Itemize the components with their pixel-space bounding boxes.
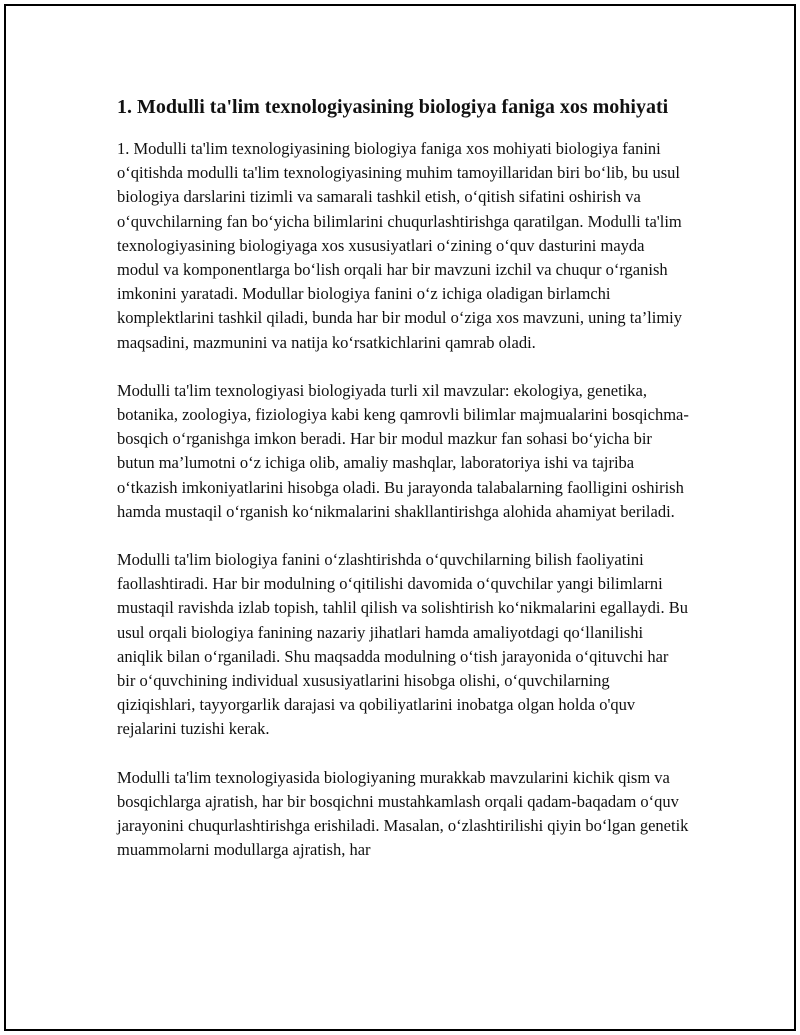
paragraph-2: Modulli ta'lim texnologiyasi biologiyada turli xil mavzular: ekologiya, genetika, botanika, zoologiya, fiziologiya kabi keng qamrovli bilimlar majmualarini bosqichma-bosqich o‘rganishga imkon beradi. Har bir modul mazkur fan sohasi bo‘yicha bir butun ma’lumotni o‘z ichiga olib, amaliy mashqlar, laboratoriya ishi va tajriba o‘tkazish imkoniyatlarini hisobga oladi. Bu jarayonda talabalarning faolligini oshirish hamda mustaqil o‘rganish ko‘nikmalarini shakllantirishga alohida ahamiyat beriladi.: [117, 380, 689, 521]
document-body: [117, 94, 689, 886]
section-heading: 1. Modulli ta'lim texnologiyasining biologiya faniga xos mohiyati: [117, 96, 669, 118]
paragraph-4: Modulli ta'lim texnologiyasida biologiyaning murakkab mavzularini kichik qism va bosqichlarga ajratish, har bir bosqichni mustahkamlash orqali qadam-baqadam o‘quv jarayonini chuqurlashtirishga erishiladi. Masalan, o‘zlashtirilishi qiyin bo‘lgan genetik muammolarni modullarga ajratish, har: [117, 767, 689, 860]
paragraph-3: Modulli ta'lim biologiya fanini o‘zlashtirishda o‘quvchilarning bilish faoliyatini faollashtiradi. Har bir modulning o‘qitilishi davomida o‘quvchilar yangi bilimlarni mustaqil ravishda izlab topish, tahlil qilish va solishtirish ko‘nikmalarini egallaydi. Bu usul orqali biologiya fanining nazariy jihatlari hamda amaliyotdagi qo‘llanilishi aniqlik bilan o‘rganiladi. Shu maqsadda modulning o‘tish jarayonida o‘qituvchi har bir o‘quvchining individual xususiyatlarini hisobga olishi, o‘quvchilarning qiziqishlari, tayyorgarlik darajasi va qobiliyatlarini inobatga olgan holda o'quv rejalarini tuzishi kerak.: [117, 550, 689, 739]
paragraph-1: 1. Modulli ta'lim texnologiyasining biologiya faniga xos mohiyati biologiya fanini o‘qitishda modulli ta'lim texnologiyasining muhim tamoyillaridan biri bo‘lib, bu usul biologiya darslarini tizimli va samarali tashkil etish, o‘qitish sifatini oshirish va o‘quvchilarning fan bo‘yicha bilimlarini chuqurlashtirishga qaratilgan. Modulli ta'lim texnologiyasining biologiyaga xos xususiyatlari o‘zining o‘quv dasturini mayda modul va komponentlarga bo‘lish orqali har bir mavzuni izchil va chuqur o‘rganish imkonini yaratadi. Modullar biologiya fanini o‘z ichiga oladigan birlamchi komplektlarini tashkil qiladi, bunda har bir modul o‘ziga xos mavzuni, uning ta’limiy maqsadini, mazmunini va natija ko‘rsatkichlarini qamrab oladi.: [117, 139, 683, 352]
